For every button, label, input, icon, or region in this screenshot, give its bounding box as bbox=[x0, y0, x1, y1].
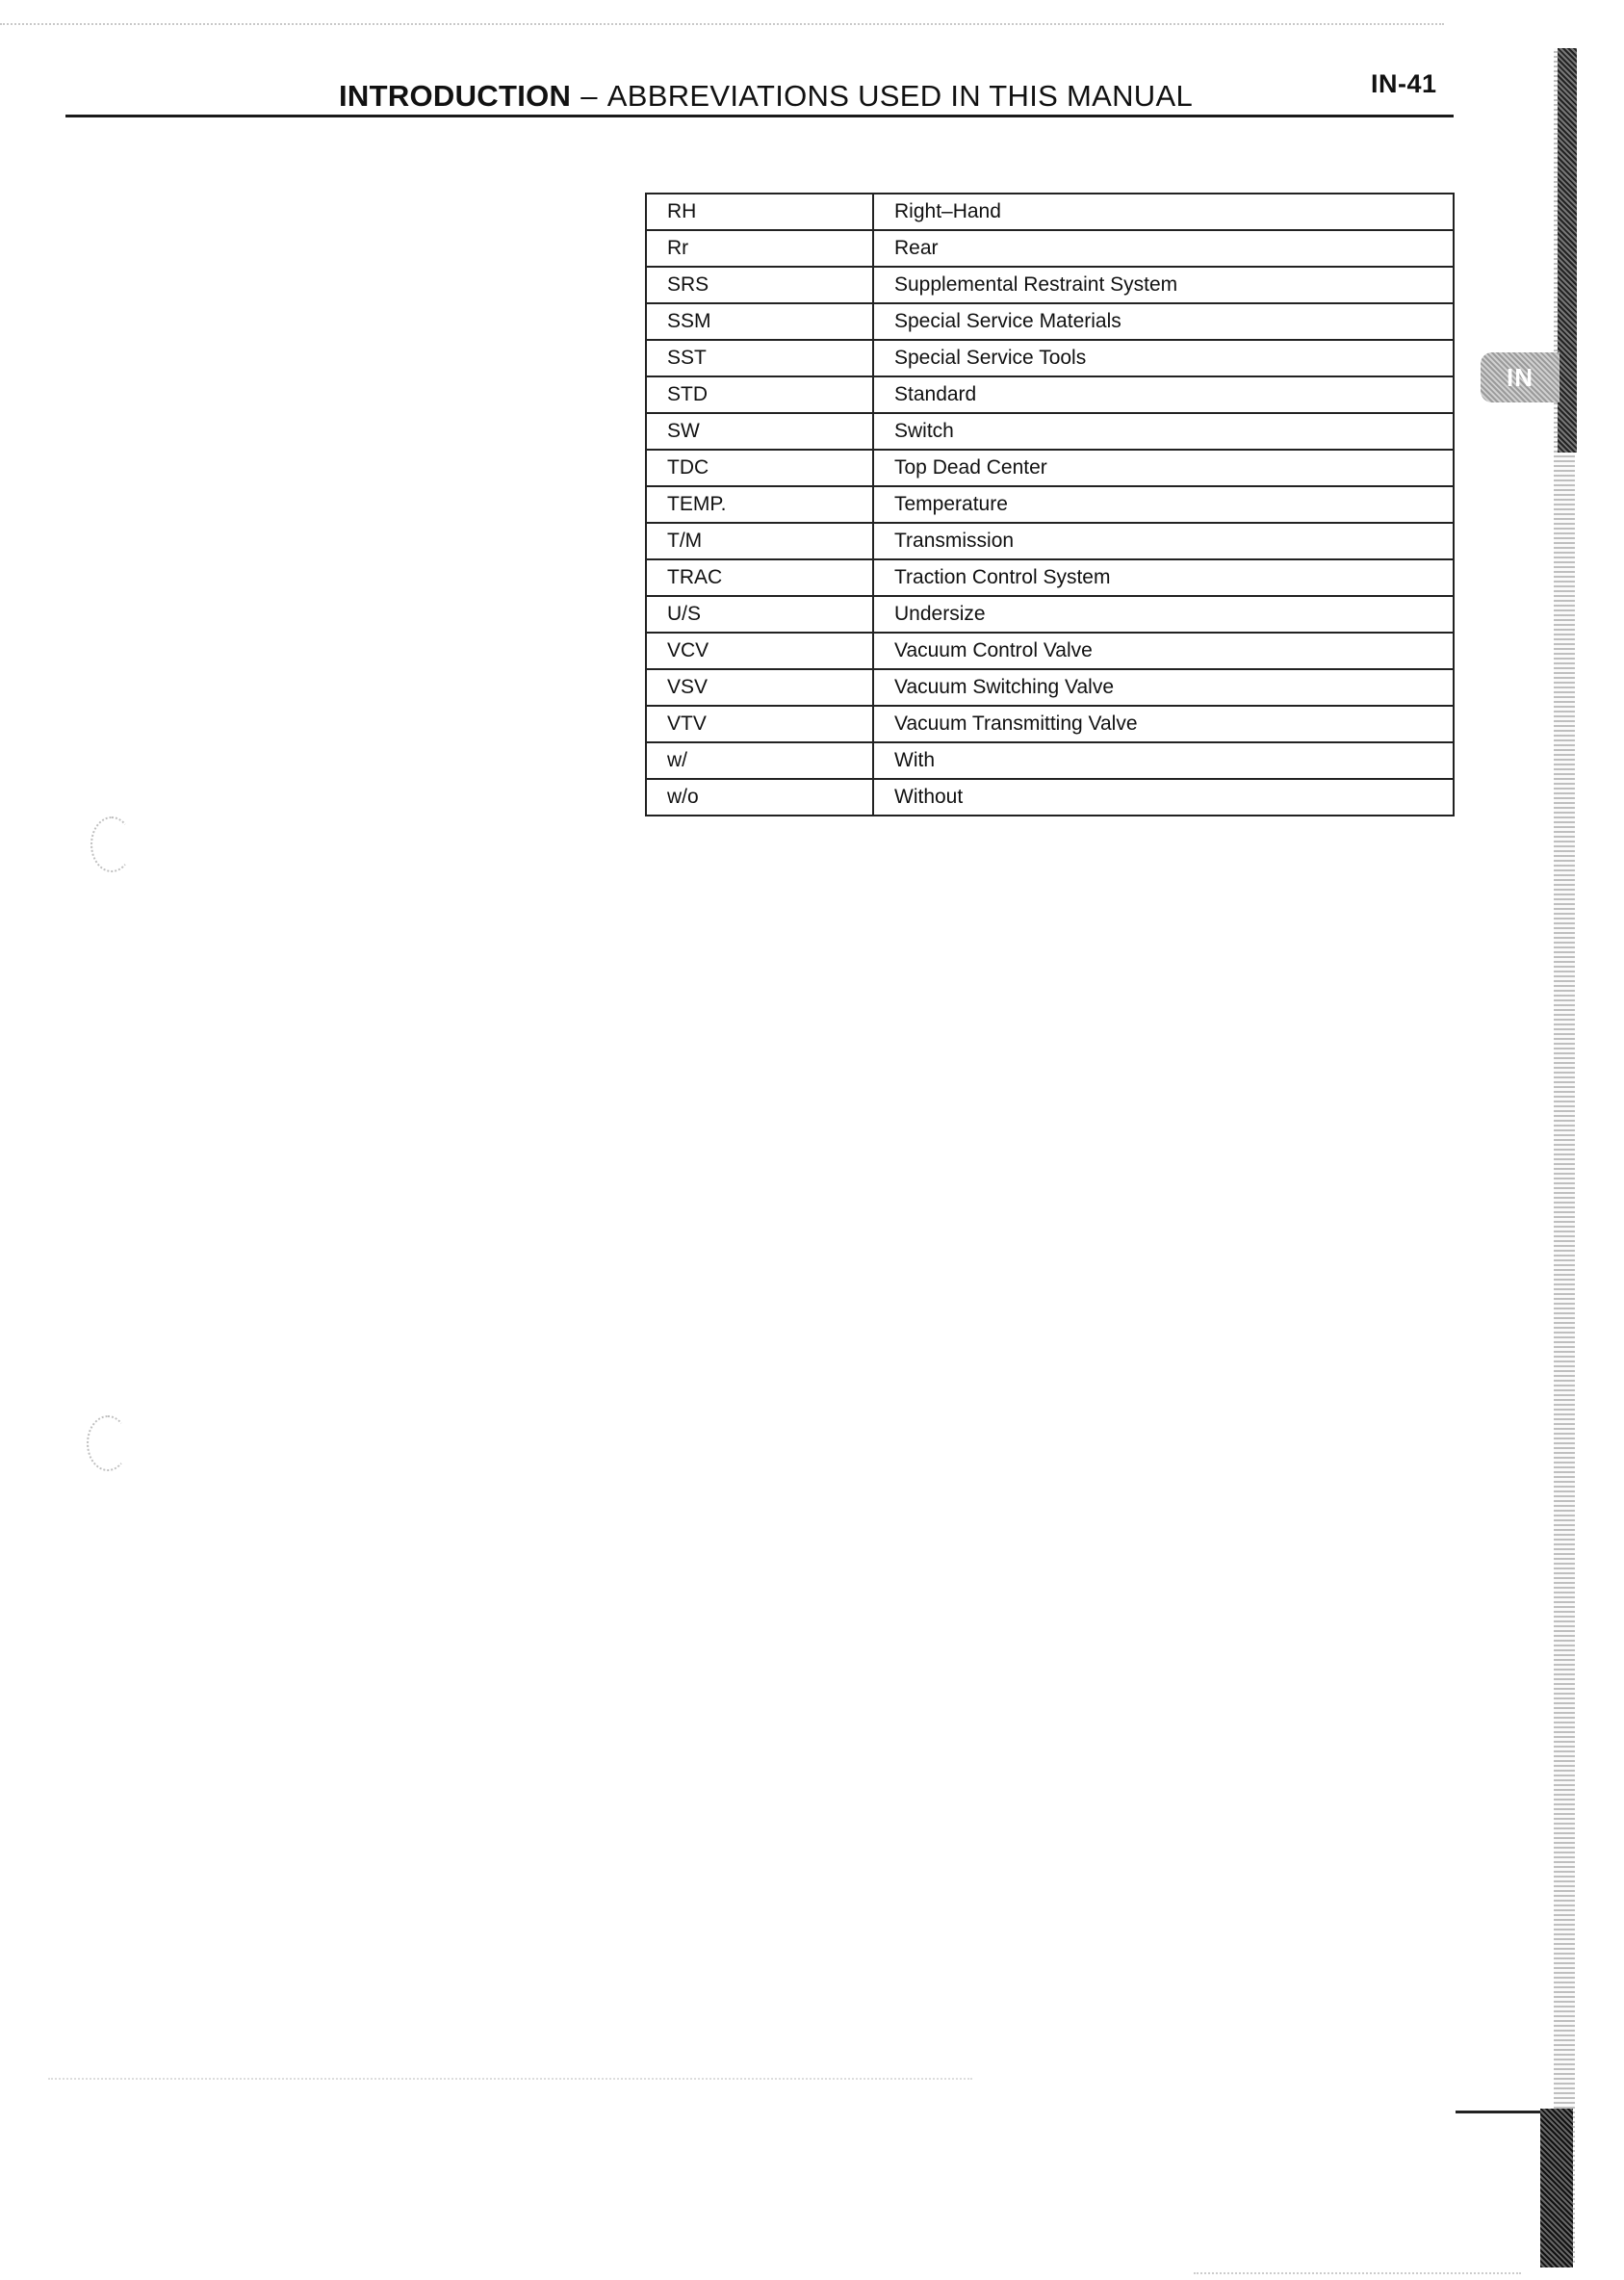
section-title: INTRODUCTION bbox=[339, 79, 572, 113]
table-row bbox=[646, 669, 1454, 706]
abbreviation-cell: SSM bbox=[646, 303, 873, 340]
abbreviation-cell: VCV bbox=[646, 633, 873, 669]
table-row bbox=[646, 376, 1454, 413]
abbreviation-cell: Rr bbox=[646, 230, 873, 267]
binder-hole-upper bbox=[90, 816, 133, 872]
meaning-cell: Standard bbox=[873, 376, 1454, 413]
scan-noise-top bbox=[0, 23, 1444, 25]
table-row bbox=[646, 303, 1454, 340]
table-row bbox=[646, 596, 1454, 633]
table-row bbox=[646, 450, 1454, 486]
meaning-cell: Without bbox=[873, 779, 1454, 816]
table-row bbox=[646, 267, 1454, 303]
thumb-index-marker-bottom bbox=[1540, 2109, 1573, 2267]
abbreviation-cell: TEMP. bbox=[646, 486, 873, 523]
page-header-title bbox=[339, 79, 1193, 114]
abbreviation-cell: SST bbox=[646, 340, 873, 376]
abbreviation-cell: VTV bbox=[646, 706, 873, 742]
meaning-cell: Vacuum Transmitting Valve bbox=[873, 706, 1454, 742]
table-row bbox=[646, 633, 1454, 669]
meaning-cell: Special Service Tools bbox=[873, 340, 1454, 376]
header-rule bbox=[65, 115, 1454, 117]
abbreviation-cell: SW bbox=[646, 413, 873, 450]
thumb-index-marker-top bbox=[1558, 48, 1577, 453]
table-row bbox=[646, 194, 1454, 230]
section-tab bbox=[1481, 352, 1560, 402]
page-number: IN-41 bbox=[1371, 69, 1437, 98]
abbreviation-cell: T/M bbox=[646, 523, 873, 559]
header-separator: – bbox=[580, 79, 598, 113]
meaning-cell: Rear bbox=[873, 230, 1454, 267]
binder-hole-lower bbox=[87, 1415, 129, 1471]
table-row bbox=[646, 742, 1454, 779]
table-row bbox=[646, 559, 1454, 596]
meaning-cell: Vacuum Switching Valve bbox=[873, 669, 1454, 706]
scan-noise-footer bbox=[1194, 2272, 1521, 2274]
meaning-cell: Switch bbox=[873, 413, 1454, 450]
abbreviation-cell: w/o bbox=[646, 779, 873, 816]
meaning-cell: Traction Control System bbox=[873, 559, 1454, 596]
abbreviations-table-body bbox=[646, 194, 1454, 816]
meaning-cell: Temperature bbox=[873, 486, 1454, 523]
meaning-cell: With bbox=[873, 742, 1454, 779]
table-row bbox=[646, 230, 1454, 267]
section-subtitle: ABBREVIATIONS USED IN THIS MANUAL bbox=[606, 79, 1194, 113]
abbreviations-table bbox=[645, 193, 1455, 816]
meaning-cell: Supplemental Restraint System bbox=[873, 267, 1454, 303]
section-tab-label: IN bbox=[1507, 362, 1534, 392]
abbreviation-cell: SRS bbox=[646, 267, 873, 303]
abbreviation-cell: U/S bbox=[646, 596, 873, 633]
table-row bbox=[646, 523, 1454, 559]
table-row bbox=[646, 486, 1454, 523]
abbreviation-cell: TRAC bbox=[646, 559, 873, 596]
table-row bbox=[646, 706, 1454, 742]
meaning-cell: Special Service Materials bbox=[873, 303, 1454, 340]
abbreviation-cell: VSV bbox=[646, 669, 873, 706]
meaning-cell: Vacuum Control Valve bbox=[873, 633, 1454, 669]
bottom-edge-rule bbox=[1456, 2111, 1552, 2113]
abbreviation-cell: w/ bbox=[646, 742, 873, 779]
table-row bbox=[646, 413, 1454, 450]
meaning-cell: Undersize bbox=[873, 596, 1454, 633]
meaning-cell: Transmission bbox=[873, 523, 1454, 559]
abbreviation-cell: TDC bbox=[646, 450, 873, 486]
scan-noise-bottom bbox=[48, 2078, 972, 2080]
abbreviation-cell: RH bbox=[646, 194, 873, 230]
abbreviation-cell: STD bbox=[646, 376, 873, 413]
table-row bbox=[646, 779, 1454, 816]
meaning-cell: Right–Hand bbox=[873, 194, 1454, 230]
table-row bbox=[646, 340, 1454, 376]
meaning-cell: Top Dead Center bbox=[873, 450, 1454, 486]
